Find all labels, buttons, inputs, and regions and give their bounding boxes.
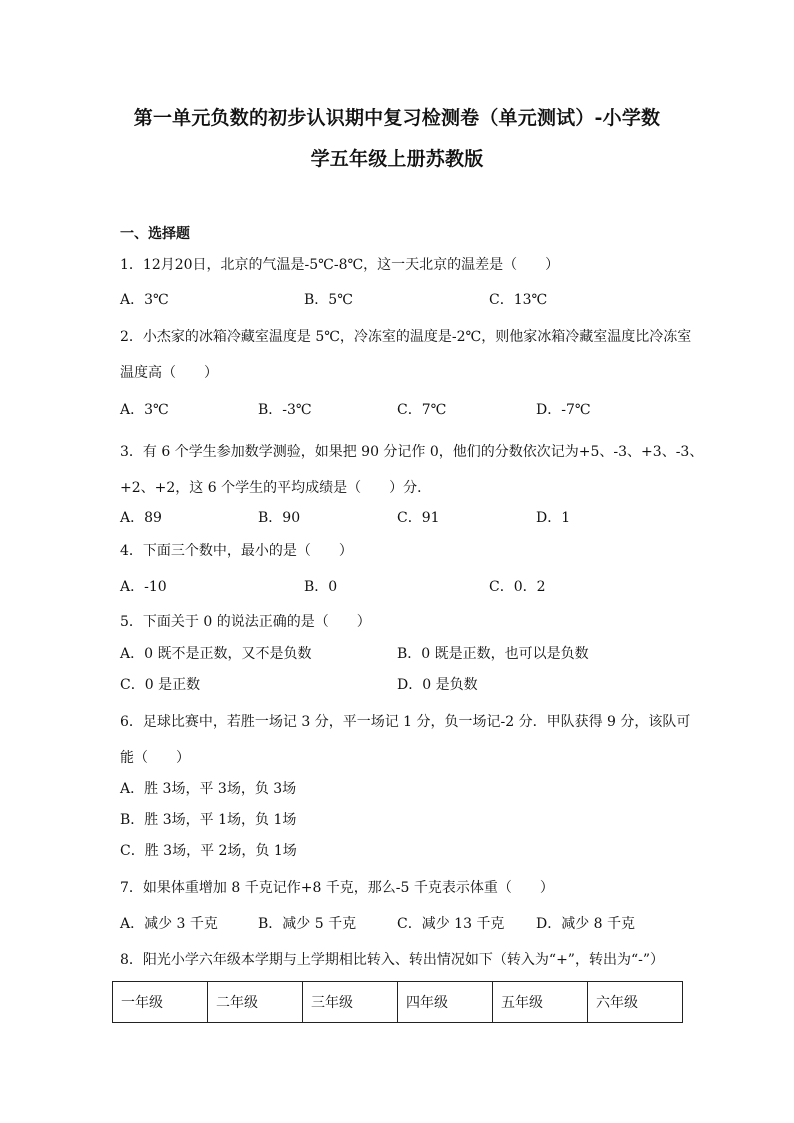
- document-title-line-1: 第一单元负数的初步认识期中复习检测卷（单元测试）-小学数: [133, 107, 661, 129]
- question-4-option-b: B．0: [304, 579, 338, 595]
- question-5-option-b: B．0 既是正数，也可以是负数: [397, 646, 589, 662]
- question-5-option-c: C．0 是正数: [120, 677, 201, 693]
- question-5-stem: 5．下面关于 0 的说法正确的是（ ）: [120, 614, 371, 630]
- table-header-cell: 三年级: [303, 982, 398, 1023]
- question-2-stem-line-1: 2．小杰家的冰箱冷藏室温度是 5℃，冷冻室的温度是-2℃，则他家冰箱冷藏室温度比冷冻室: [120, 329, 692, 345]
- question-2-option-b: B．-3℃: [258, 402, 312, 418]
- question-7-option-c: C．减少 13 千克: [397, 916, 505, 932]
- document-title-line-2: 学五年级上册苏教版: [310, 148, 484, 170]
- question-1-option-c: C．13℃: [489, 292, 548, 308]
- question-3-option-a: A．89: [120, 510, 162, 526]
- table-header-cell: 五年级: [493, 982, 588, 1023]
- question-4-option-a: A．-10: [120, 579, 167, 595]
- question-2-option-c: C．7℃: [397, 402, 447, 418]
- question-3-stem-line-1: 3．有 6 个学生参加数学测验，如果把 90 分记作 0，他们的分数依次记为+5、-3、+3、-3、: [120, 444, 704, 460]
- question-7-option-a: A．减少 3 千克: [120, 916, 218, 932]
- question-5-option-a: A．0 既不是正数，又不是负数: [120, 646, 312, 662]
- question-3-stem-line-2: +2、+2，这 6 个学生的平均成绩是（ ）分．: [120, 480, 432, 496]
- question-2-option-a: A．3℃: [120, 402, 169, 418]
- question-1-stem: 1．12月20日，北京的气温是-5℃-8℃，这一天北京的温差是（ ）: [120, 257, 560, 273]
- grade-transfer-table: [112, 981, 683, 1023]
- question-6-stem-line-1: 6．足球比赛中，若胜一场记 3 分，平一场记 1 分，负一场记-2 分．甲队获得 9 分，该队可: [120, 714, 691, 730]
- question-8-stem: 8．阳光小学六年级本学期与上学期相比转入、转出情况如下（转入为“+”，转出为“-”）: [120, 952, 664, 968]
- table-header-cell: 六年级: [588, 982, 683, 1023]
- table-row: [113, 982, 683, 1023]
- question-1-option-a: A．3℃: [120, 292, 169, 308]
- question-7-option-b: B．减少 5 千克: [258, 916, 357, 932]
- question-1-option-b: B．5℃: [304, 292, 353, 308]
- question-5-option-d: D．0 是负数: [397, 677, 478, 693]
- table-header-cell: 二年级: [208, 982, 303, 1023]
- table-header-cell: 四年级: [398, 982, 493, 1023]
- question-3-option-c: C．91: [397, 510, 440, 526]
- question-6-option-b: B．胜 3场，平 1场，负 1场: [120, 812, 297, 828]
- question-2-option-d: D．-7℃: [536, 402, 591, 418]
- question-3-option-d: D．1: [536, 510, 571, 526]
- question-6-option-a: A．胜 3场，平 3场，负 3场: [120, 781, 297, 797]
- question-4-stem: 4．下面三个数中，最小的是（ ）: [120, 543, 353, 559]
- question-4-option-c: C．0．2: [489, 579, 546, 595]
- question-3-option-b: B．90: [258, 510, 301, 526]
- table-header-cell: 一年级: [113, 982, 208, 1023]
- section-heading: 一、选择题: [120, 226, 190, 242]
- question-7-stem: 7．如果体重增加 8 千克记作+8 千克，那么-5 千克表示体重（ ）: [120, 880, 554, 896]
- question-6-option-c: C．胜 3场，平 2场，负 1场: [120, 843, 297, 859]
- question-6-stem-line-2: 能（ ）: [120, 750, 190, 766]
- question-7-option-d: D．减少 8 千克: [536, 916, 636, 932]
- question-2-stem-line-2: 温度高（ ）: [120, 365, 218, 381]
